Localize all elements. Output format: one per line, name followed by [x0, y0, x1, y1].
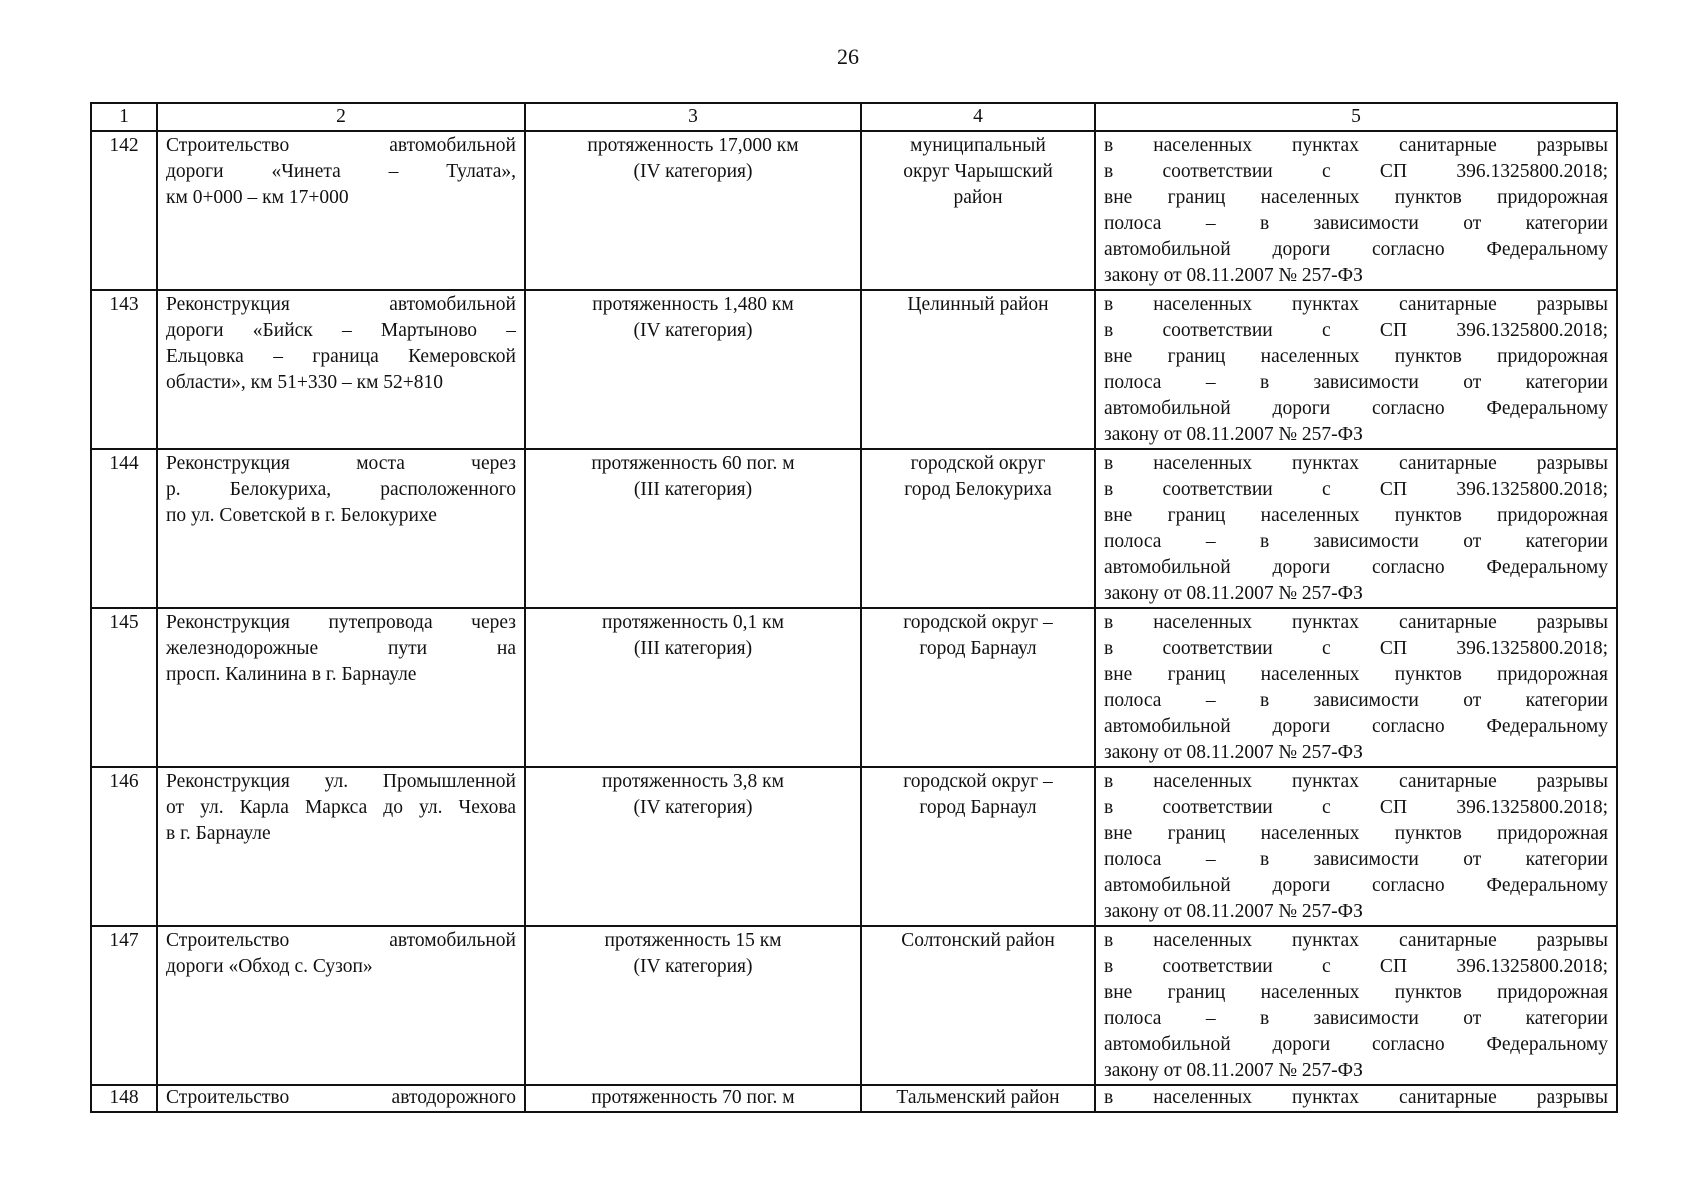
cell-text-line: Строительство автомобильной [166, 930, 516, 951]
cell-text-line: городской округ [910, 453, 1046, 474]
table-header-row [91, 103, 1617, 131]
cell-text-line: (IV категория) [633, 320, 753, 341]
table-row [91, 608, 1617, 767]
cell-text-line: город Барнаул [919, 797, 1037, 818]
cell-text-line: протяженность 3,8 км [602, 771, 784, 792]
row-number-cell: 145 [91, 608, 157, 767]
cell-text-line: Тальменский район [896, 1087, 1060, 1108]
cell-text-line: железнодорожные пути на [166, 638, 516, 659]
cell-text-line: вне границ населенных пунктов придорожная [1104, 346, 1608, 367]
cell-text-line: Солтонский район [901, 930, 1055, 951]
cell-text-line: автомобильной дороги согласно Федеральному [1104, 398, 1608, 419]
zone-description-cell [1095, 767, 1617, 926]
cell-text-line: Реконструкция ул. Промышленной [166, 771, 516, 792]
row-number-cell: 147 [91, 926, 157, 1085]
cell-text-line: Строительство автодорожного [166, 1087, 516, 1108]
column-header: 5 [1095, 103, 1617, 131]
cell-text-line: Строительство автомобильной [166, 135, 516, 156]
location-cell [861, 767, 1095, 926]
cell-text-line: в населенных пунктах санитарные разрывы [1104, 135, 1608, 156]
location-cell [861, 1085, 1095, 1112]
location-cell [861, 449, 1095, 608]
cell-text-line: в населенных пунктах санитарные разрывы [1104, 771, 1608, 792]
object-specs-cell [525, 926, 861, 1085]
table-row [91, 1085, 1617, 1112]
object-specs-cell [525, 608, 861, 767]
cell-text-line: вне границ населенных пунктов придорожная [1104, 187, 1608, 208]
cell-text-line: в населенных пунктах санитарные разрывы [1104, 612, 1608, 633]
zone-description-cell [1095, 290, 1617, 449]
cell-text-line: закону от 08.11.2007 № 257-ФЗ [1104, 583, 1363, 604]
table-body [91, 131, 1617, 1112]
cell-text-line: Реконструкция моста через [166, 453, 516, 474]
cell-text-line: (IV категория) [633, 797, 753, 818]
cell-text-line: (III категория) [633, 479, 753, 500]
table-row [91, 926, 1617, 1085]
object-specs-cell [525, 767, 861, 926]
location-cell [861, 131, 1095, 290]
cell-text-line: просп. Калинина в г. Барнауле [166, 664, 417, 685]
cell-text-line: город Белокуриха [904, 479, 1052, 500]
cell-text-line: вне границ населенных пунктов придорожная [1104, 823, 1608, 844]
cell-text-line: протяженность 15 км [604, 930, 782, 951]
cell-text-line: по ул. Советской в г. Белокурихе [166, 505, 437, 526]
object-name-cell [157, 926, 525, 1085]
cell-text-line: протяженность 17,000 км [587, 135, 799, 156]
cell-text-line: в населенных пунктах санитарные разрывы [1104, 1087, 1608, 1108]
cell-text-line: городской округ – [903, 612, 1053, 633]
cell-text-line: автомобильной дороги согласно Федеральному [1104, 1034, 1608, 1055]
cell-text-line: дороги «Бийск – Мартыново – [166, 320, 516, 341]
cell-text-line: протяженность 70 пог. м [591, 1087, 795, 1108]
cell-text-line: дороги «Чинета – Тулата», [166, 161, 516, 182]
table-row [91, 131, 1617, 290]
cell-text-line: полоса – в зависимости от категории [1104, 372, 1608, 393]
object-name-cell [157, 449, 525, 608]
cell-text-line: Целинный район [907, 294, 1049, 315]
cell-text-line: вне границ населенных пунктов придорожная [1104, 664, 1608, 685]
cell-text-line: полоса – в зависимости от категории [1104, 531, 1608, 552]
cell-text-line: закону от 08.11.2007 № 257-ФЗ [1104, 901, 1363, 922]
cell-text-line: муниципальный [910, 135, 1046, 156]
cell-text-line: закону от 08.11.2007 № 257-ФЗ [1104, 742, 1363, 763]
zone-description-cell [1095, 926, 1617, 1085]
cell-text-line: вне границ населенных пунктов придорожная [1104, 505, 1608, 526]
cell-text-line: от ул. Карла Маркса до ул. Чехова [166, 797, 516, 818]
object-specs-cell [525, 449, 861, 608]
page-number: 26 [837, 44, 859, 69]
zone-description-cell [1095, 1085, 1617, 1112]
cell-text-line: км 0+000 – км 17+000 [166, 187, 349, 208]
cell-text-line: район [953, 187, 1003, 208]
cell-text-line: протяженность 60 пог. м [591, 453, 795, 474]
objects-table [90, 102, 1618, 1113]
object-specs-cell [525, 290, 861, 449]
cell-text-line: в соответствии с СП 396.1325800.2018; [1104, 638, 1608, 659]
column-header: 3 [525, 103, 861, 131]
cell-text-line: (IV категория) [633, 956, 753, 977]
cell-text-line: автомобильной дороги согласно Федеральному [1104, 239, 1608, 260]
row-number-cell: 146 [91, 767, 157, 926]
cell-text-line: в населенных пунктах санитарные разрывы [1104, 294, 1608, 315]
cell-text-line: автомобильной дороги согласно Федеральному [1104, 716, 1608, 737]
cell-text-line: автомобильной дороги согласно Федеральному [1104, 557, 1608, 578]
cell-text-line: в соответствии с СП 396.1325800.2018; [1104, 161, 1608, 182]
cell-text-line: Ельцовка – граница Кемеровской [166, 346, 516, 367]
cell-text-line: автомобильной дороги согласно Федеральному [1104, 875, 1608, 896]
row-number-cell: 144 [91, 449, 157, 608]
cell-text-line: в соответствии с СП 396.1325800.2018; [1104, 797, 1608, 818]
row-number-cell: 142 [91, 131, 157, 290]
cell-text-line: в населенных пунктах санитарные разрывы [1104, 453, 1608, 474]
cell-text-line: закону от 08.11.2007 № 257-ФЗ [1104, 265, 1363, 286]
table-row [91, 767, 1617, 926]
cell-text-line: Реконструкция автомобильной [166, 294, 516, 315]
table-row [91, 290, 1617, 449]
cell-text-line: закону от 08.11.2007 № 257-ФЗ [1104, 424, 1363, 445]
cell-text-line: (III категория) [633, 638, 753, 659]
cell-text-line: протяженность 1,480 км [592, 294, 794, 315]
cell-text-line: в соответствии с СП 396.1325800.2018; [1104, 320, 1608, 341]
object-name-cell [157, 767, 525, 926]
column-header: 4 [861, 103, 1095, 131]
object-specs-cell [525, 131, 861, 290]
cell-text-line: закону от 08.11.2007 № 257-ФЗ [1104, 1060, 1363, 1081]
cell-text-line: полоса – в зависимости от категории [1104, 849, 1608, 870]
zone-description-cell [1095, 131, 1617, 290]
row-number-cell: 143 [91, 290, 157, 449]
location-cell [861, 926, 1095, 1085]
object-name-cell [157, 131, 525, 290]
cell-text-line: области», км 51+330 – км 52+810 [166, 372, 444, 393]
object-name-cell [157, 1085, 525, 1112]
cell-text-line: городской округ – [903, 771, 1053, 792]
row-number-cell: 148 [91, 1085, 157, 1112]
cell-text-line: протяженность 0,1 км [602, 612, 784, 633]
cell-text-line: Реконструкция путепровода через [166, 612, 516, 633]
object-specs-cell [525, 1085, 861, 1112]
table-row [91, 449, 1617, 608]
zone-description-cell [1095, 449, 1617, 608]
cell-text-line: город Барнаул [919, 638, 1037, 659]
zone-description-cell [1095, 608, 1617, 767]
cell-text-line: в соответствии с СП 396.1325800.2018; [1104, 479, 1608, 500]
cell-text-line: (IV категория) [633, 161, 753, 182]
cell-text-line: дороги «Обход с. Сузоп» [166, 956, 373, 977]
object-name-cell [157, 290, 525, 449]
location-cell [861, 608, 1095, 767]
cell-text-line: полоса – в зависимости от категории [1104, 690, 1608, 711]
column-header: 2 [157, 103, 525, 131]
cell-text-line: полоса – в зависимости от категории [1104, 213, 1608, 234]
cell-text-line: полоса – в зависимости от категории [1104, 1008, 1608, 1029]
cell-text-line: р. Белокуриха, расположенного [166, 479, 516, 500]
column-header: 1 [91, 103, 157, 131]
cell-text-line: вне границ населенных пунктов придорожная [1104, 982, 1608, 1003]
object-name-cell [157, 608, 525, 767]
cell-text-line: в соответствии с СП 396.1325800.2018; [1104, 956, 1608, 977]
location-cell [861, 290, 1095, 449]
cell-text-line: в г. Барнауле [166, 823, 271, 844]
cell-text-line: округ Чарышский [903, 161, 1053, 182]
cell-text-line: в населенных пунктах санитарные разрывы [1104, 930, 1608, 951]
